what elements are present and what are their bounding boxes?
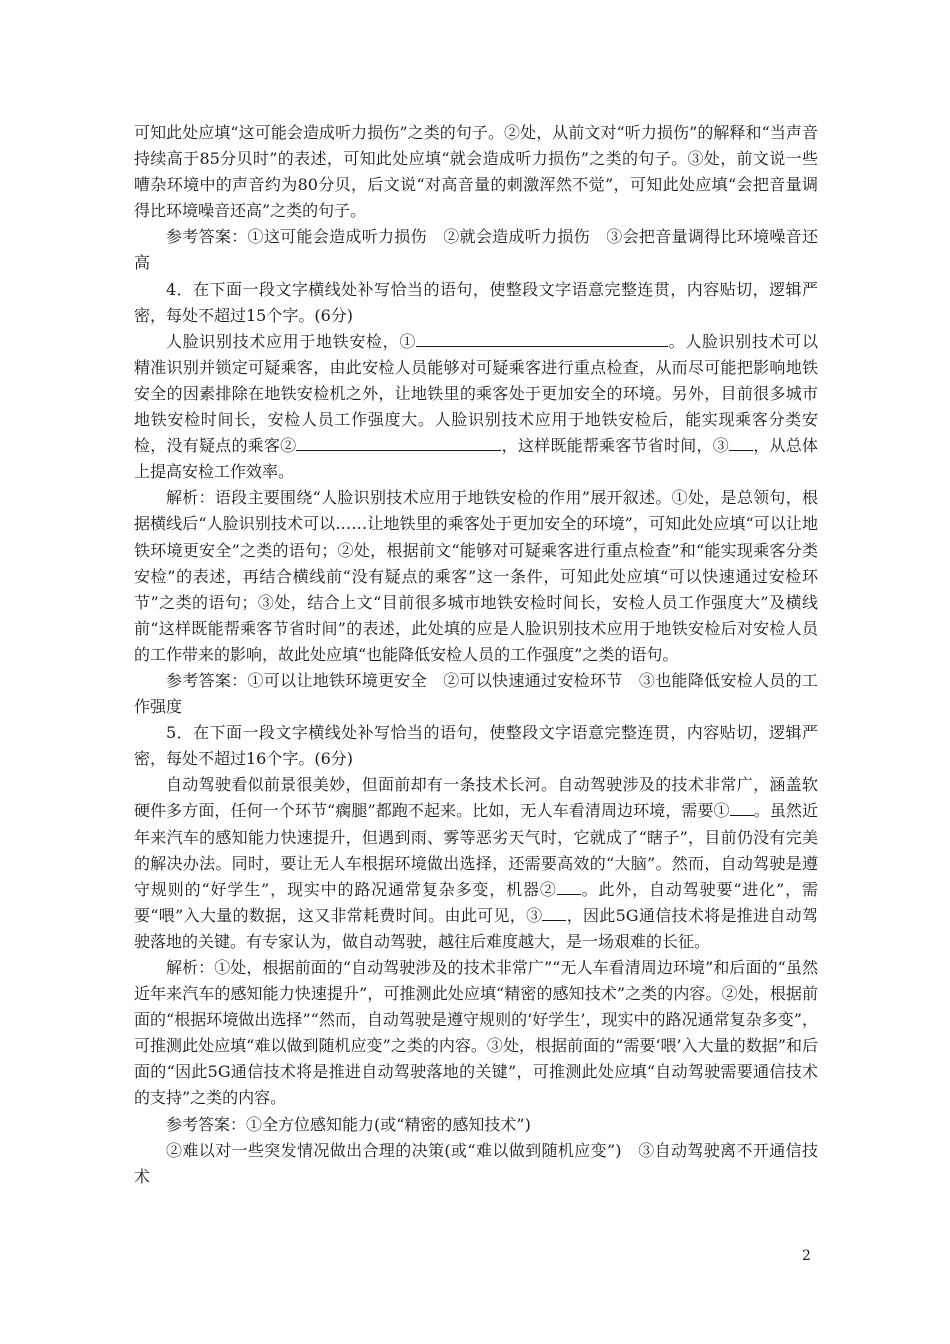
blank-1[interactable] <box>416 330 668 347</box>
answer-q3: 参考答案：①这可能会造成听力损伤 ②就会造成听力损伤 ③会把音量调得比环境噪音还高 <box>134 227 818 273</box>
analysis-q4: 解析：语段主要围绕“人脸识别技术应用于地铁安检的作用”展开叙述。①处，是总领句，根据横线后“人脸识别技术可以……让地铁里的乘客处于更加安全的环境”，可知此处应填“可以让地铁环境更安全”之类的语句；②处，根据前文“能够对可疑乘客进行重点检查”和“能实现乘客分类安检”的表述，再结合横线前“没有疑点的乘客”这一条件，可知此处应填“可以快速通过安检环节”之类的语句；③处，结合上文“目前很多城市地铁安检时间长，安检人员工作强度大”及横线前“这样既能帮乘客节省时间”的表述，此处填的应是人脸识别技术应用于地铁安检后对安检人员的工作带来的影响，故此处应填“也能降低安检人员的工作强度”之类的语句。 <box>134 488 818 664</box>
analysis-q3-continued: 可知此处应填“这可能会造成听力损伤”之类的句子。②处，从前文对“听力损伤”的解释和“当声音持续高于85分贝时”的表述，可知此处应填“就会造成听力损伤”之类的句子。③处，前文说一些嘈杂环境中的声音约为80分贝，后文说“对高音量的刺激浑然不觉”，可知此处应填“会把音量调得比环境噪音还高”之类的句子。 <box>134 123 818 221</box>
blank-2[interactable] <box>296 434 501 451</box>
page-number: 2 <box>802 1248 811 1264</box>
document-page <box>134 120 818 1190</box>
blank-3[interactable] <box>542 904 566 921</box>
answer-q5-line1: 参考答案：①全方位感知能力(或“精密的感知技术”) <box>166 1114 531 1134</box>
answer-q4: 参考答案：①可以让地铁环境更安全 ②可以快速通过安检环节 ③也能降低安检人员的工作强度 <box>134 670 818 717</box>
blank-3[interactable] <box>729 434 753 451</box>
question-5-prompt: 5．在下面一段文字横线处补写恰当的语句，使整段文字语意完整连贯，内容贴切，逻辑严密，每处不超过16个字。(6分) <box>134 723 818 769</box>
answer-q5-line2: ②难以对一些突发情况做出合理的决策(或“难以做到随机应变”) ③自动驾驶离不开通信技术 <box>134 1140 818 1186</box>
analysis-q5: 解析：①处，根据前面的“自动驾驶涉及的技术非常广”“无人车看清周边环境”和后面的“虽然近年来汽车的感知能力快速提升”，可推测此处应填“精密的感知技术”之类的内容。②处，根据前面的“根据环境做出选择”“然而，自动驾驶是遵守规则的‘好学生’，现实中的路况通常复杂多变”，可推测此处应填“难以做到随机应变”之类的内容。③处，根据前面的“需要‘喂’入大量的数据”和后面的“因此5G通信技术将是推进自动驾驶落地的关键”，可推测此处应填“自动驾驶需要通信技术的支持”之类的内容。 <box>134 958 818 1108</box>
question-4-prompt: 4．在下面一段文字横线处补写恰当的语句，使整段文字语意完整连贯，内容贴切，逻辑严密，每处不超过15个字。(6分) <box>134 279 818 325</box>
question-5-passage: 自动驾驶看似前景很美妙，但面前却有一条技术长河。自动驾驶涉及的技术非常广，涵盖软硬件多方面，任何一个环节“瘸腿”都跑不起来。比如，无人车看清周边环境，需要① 。虽然近年来汽车的感知能力快速提升，但遇到雨、雾等恶劣天气时，它就成了“瞎子”，目前仍没有完美的解决办法。同时，要让无人车根据环境做出选择，还需要高效的“大脑”。然而，自动驾驶是遵守规则的“好学生”，现实中的路况通常复杂多变，机器② 。此外，自动驾驶要“进化”，需要“喂”入大量的数据，这又非常耗费时间。由此可见，③ ，因此5G通信技术将是推进自动驾驶落地的关键。有专家认为，做自动驾驶，越往后难度越大，是一场艰难的长征。 <box>134 775 818 951</box>
blank-2[interactable] <box>557 878 581 895</box>
blank-1[interactable] <box>730 799 754 816</box>
question-4-passage: 人脸识别技术应用于地铁安检，① 。人脸识别技术可以精准识别并锁定可疑乘客，由此安检人员能够对可疑乘客进行重点检查，从而尽可能把影响地铁安全的因素排除在地铁安检机之外，让地铁里的乘客处于更加安全的环境。另外，目前很多城市地铁安检时间长，安检人员工作强度大。人脸识别技术应用于地铁安检后，能实现乘客分类安检，没有疑点的乘客② ，这样既能帮乘客节省时间，③ ，从总体上提高安检工作效率。 <box>134 331 818 482</box>
